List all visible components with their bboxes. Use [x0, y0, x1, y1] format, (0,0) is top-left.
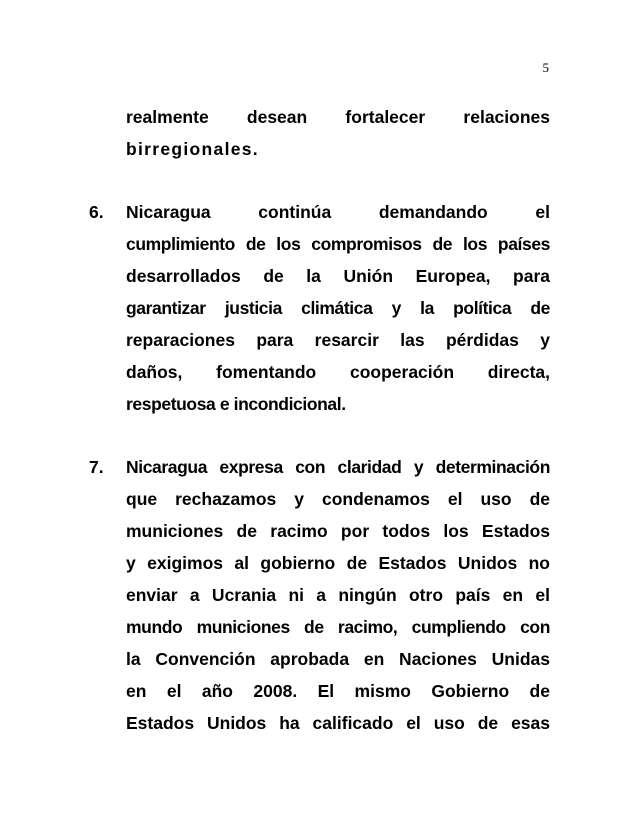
paragraph-line: y exigimos al gobierno de Estados Unidos no: [126, 553, 550, 573]
list-number: 6.: [89, 202, 104, 222]
paragraph-line: garantizar justicia climática y la política de: [126, 298, 550, 318]
paragraph-line: Nicaragua continúa demandando el: [126, 202, 550, 222]
paragraph-line: realmente desean fortalecer relaciones: [126, 107, 550, 127]
list-number: 7.: [89, 457, 104, 477]
paragraph-line: municiones de racimo por todos los Estados: [126, 521, 550, 541]
paragraph-line: birregionales.: [126, 139, 259, 159]
paragraph-line: enviar a Ucrania ni a ningún otro país en el: [126, 585, 550, 605]
paragraph-line: la Convención aprobada en Naciones Unidas: [126, 649, 550, 669]
paragraph-line: respetuosa e incondicional.: [126, 394, 346, 414]
paragraph-line: Nicaragua expresa con claridad y determinación: [126, 457, 550, 477]
paragraph-line: daños, fomentando cooperación directa,: [126, 362, 550, 382]
paragraph-line: cumplimiento de los compromisos de los países: [126, 234, 550, 254]
paragraph-line: Estados Unidos ha calificado el uso de esas: [126, 713, 550, 733]
paragraph-line: mundo municiones de racimo, cumpliendo con: [126, 617, 550, 637]
paragraph-line: en el año 2008. El mismo Gobierno de: [126, 681, 550, 701]
paragraph-line: desarrollados de la Unión Europea, para: [126, 266, 550, 286]
page-number: 5: [542, 60, 549, 75]
paragraph-line: reparaciones para resarcir las pérdidas y: [126, 330, 550, 350]
paragraph-line: que rechazamos y condenamos el uso de: [126, 489, 550, 509]
